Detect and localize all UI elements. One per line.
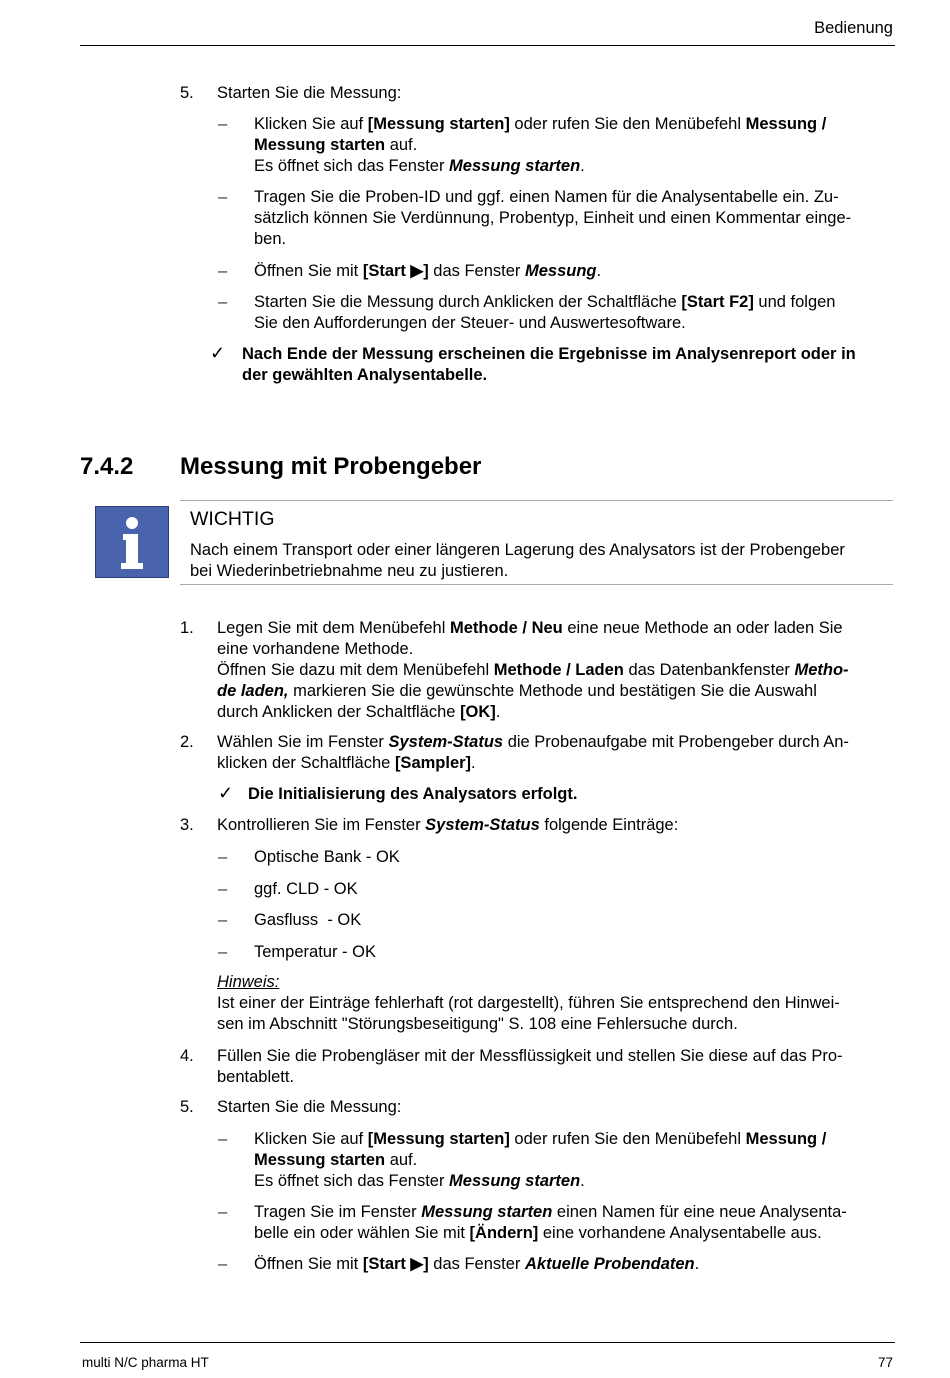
step-text: Wählen Sie im Fenster System-Status die Probenaufgabe mit Probengeber durch An- klicken der Schaltfläche [Sampler]. [217, 733, 849, 772]
section-number: 7.4.2 [80, 453, 134, 480]
step-text: Kontrollieren Sie im Fenster System-Status folgende Einträge: [217, 816, 679, 834]
notice-bottom-rule [180, 584, 893, 585]
section-title: Messung mit Probengeber [180, 453, 482, 480]
step-number: 5. [180, 84, 194, 102]
notice-top-rule [180, 500, 893, 501]
step-text: Füllen Sie die Probengläser mit der Messflüssigkeit und stellen Sie diese auf das Pro- bentablett. [217, 1047, 843, 1086]
bullet-text: Tragen Sie die Proben-ID und ggf. einen Namen für die Analysentabelle ein. Zu- sätzlich können Sie Verdünnung, Probentyp, Einheit und einen Kommentar einge- ben. [254, 188, 852, 248]
bullet-dash: – [218, 848, 228, 866]
bullet-dash: – [218, 1130, 228, 1148]
bullet-dash: – [218, 188, 228, 206]
bullet-text: Klicken Sie auf [Messung starten] oder rufen Sie den Menübefehl Messung / Messung starten auf. Es öffnet sich das Fenster Messung starten. [254, 115, 827, 175]
step-number: 1. [180, 619, 194, 637]
result-text: Die Initialisierung des Analysators erfolgt. [248, 785, 578, 803]
list-item: Optische Bank - OK [254, 848, 400, 866]
bullet-dash: – [218, 911, 228, 929]
bullet-text: Öffnen Sie mit [Start ▶] das Fenster Messung. [254, 262, 602, 280]
bullet-dash: – [218, 1203, 228, 1221]
page-number: 77 [877, 1355, 893, 1370]
step-text: Legen Sie mit dem Menübefehl Methode / Neu eine neue Methode an oder laden Sie eine vorhandene Methode. Öffnen Sie dazu mit dem Menübefehl Methode / Laden das Datenbankfenster Metho- de laden, markieren Sie die gewünschte Methode und bestätigen Sie die Auswahl durch Anklicken der Schaltfläche [OK]. [217, 619, 849, 721]
bullet-dash: – [218, 115, 228, 133]
bullet-dash: – [218, 262, 228, 280]
step-number: 2. [180, 733, 194, 751]
checkmark-icon: ✓ [218, 783, 234, 803]
list-item: ggf. CLD - OK [254, 880, 358, 898]
footer-product: multi N/C pharma HT [82, 1355, 209, 1370]
step-text: Starten Sie die Messung: [217, 84, 402, 102]
footer-rule [80, 1342, 895, 1343]
list-item: Gasfluss - OK [254, 911, 362, 929]
bullet-dash: – [218, 1255, 228, 1273]
step-number: 4. [180, 1047, 194, 1065]
hint-block: Hinweis: Ist einer der Einträge fehlerhaft (rot dargestellt), führen Sie entsprechend den Hinwei- sen im Abschnitt "Störungsbeseitigung" S. 108 eine Fehlersuche durch. [217, 973, 840, 1033]
list-item: Temperatur - OK [254, 943, 376, 961]
info-icon [95, 506, 169, 578]
step-number: 5. [180, 1098, 194, 1116]
header-rule [80, 45, 895, 46]
step-text: Starten Sie die Messung: [217, 1098, 402, 1116]
notice-title: WICHTIG [190, 508, 275, 530]
bullet-dash: – [218, 880, 228, 898]
bullet-dash: – [218, 943, 228, 961]
step-number: 3. [180, 816, 194, 834]
bullet-dash: – [218, 293, 228, 311]
checkmark-icon: ✓ [210, 343, 226, 363]
bullet-text: Tragen Sie im Fenster Messung starten einen Namen für eine neue Analysenta- belle ein oder wählen Sie mit [Ändern] eine vorhandene Analysentabelle aus. [254, 1203, 847, 1242]
result-text: Nach Ende der Messung erscheinen die Ergebnisse im Analysenreport oder in der gewählten Analysentabelle. [242, 345, 856, 384]
notice-text: Nach einem Transport oder einer längeren Lagerung des Analysators ist der Probengeber bei Wiederinbetriebnahme neu zu justieren. [190, 541, 845, 580]
bullet-text: Klicken Sie auf [Messung starten] oder rufen Sie den Menübefehl Messung / Messung starten auf. Es öffnet sich das Fenster Messung starten. [254, 1130, 827, 1190]
bullet-text: Öffnen Sie mit [Start ▶] das Fenster Aktuelle Probendaten. [254, 1255, 700, 1273]
bullet-text: Starten Sie die Messung durch Anklicken der Schaltfläche [Start F2] und folgen Sie den Aufforderungen der Steuer- und Auswertesoftware. [254, 293, 836, 332]
header-section-title: Bedienung [814, 19, 893, 37]
